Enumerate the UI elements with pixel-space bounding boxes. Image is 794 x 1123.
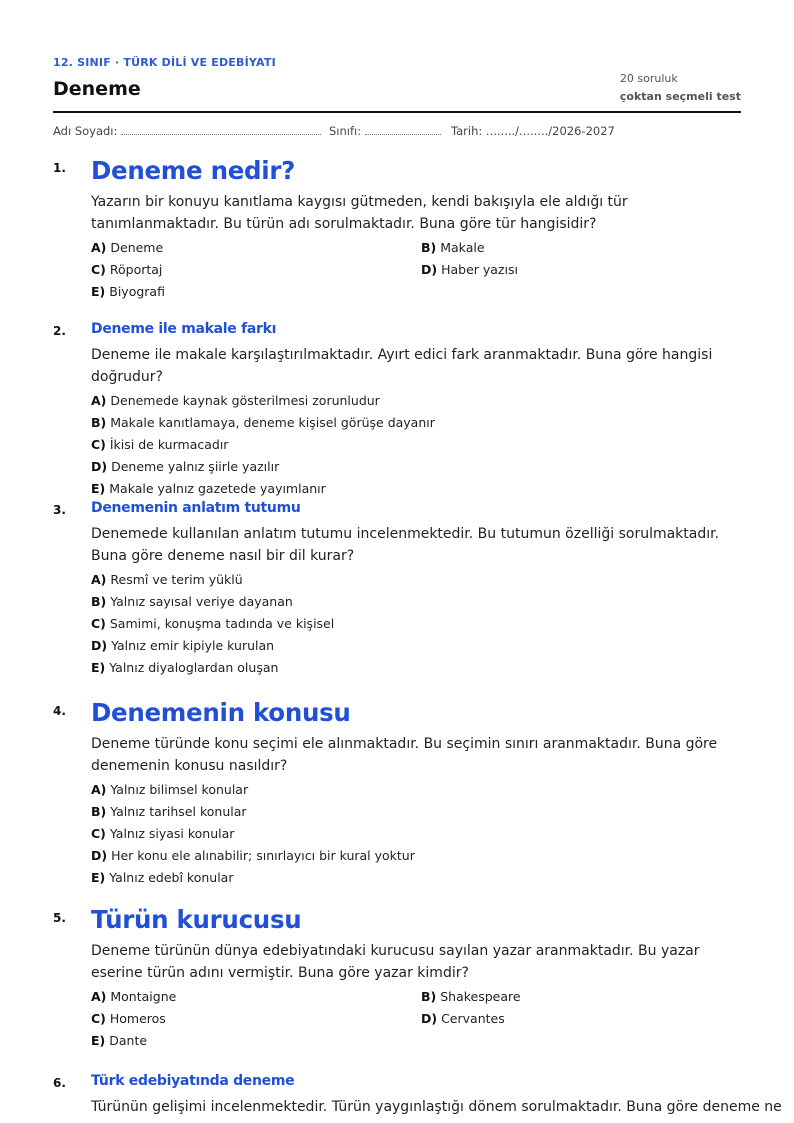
options-grid [91, 237, 741, 303]
option-e[interactable]: E) Yalnız diyaloglardan oluşan [91, 659, 279, 675]
date-label: Tarih: [451, 124, 483, 138]
question-stem: Deneme ile makale karşılaştırılmaktadır. Ayırt edici fark aranmaktadır. Buna göre hangisi doğrudur? [91, 346, 713, 385]
question-heading: Denemenin konusu [91, 698, 351, 727]
class-blank [365, 125, 441, 135]
option-b[interactable]: B) Yalnız sayısal veriye dayanan [91, 593, 293, 609]
question-stem: Deneme türünde konu seçimi ele alınmaktadır. Bu seçimin sınırı aranmaktadır. Buna göre denemenin konusu nasıldır? [91, 736, 718, 775]
question-heading: Türk edebiyatında deneme [91, 1073, 295, 1089]
option-b[interactable]: B) Makale [421, 240, 485, 256]
date-field[interactable] [451, 124, 615, 138]
question-2 [53, 321, 741, 500]
option-e[interactable]: E) Dante [91, 1033, 148, 1049]
option-e[interactable]: E) Biyografi [91, 284, 165, 300]
option-a[interactable]: A) Denemede kaynak gösterilmesi zorunludur [91, 392, 380, 408]
question-number: 5. [53, 911, 66, 925]
option-d[interactable]: D) Cervantes [421, 1011, 505, 1027]
option-d[interactable]: D) Yalnız emir kipiyle kurulan [91, 637, 275, 653]
header-divider [53, 111, 741, 113]
option-c[interactable]: C) Samimi, konuşma tadında ve kişisel [91, 615, 335, 631]
option-d[interactable]: D) Her konu ele alınabilir; sınırlayıcı bir kural yoktur [91, 848, 415, 864]
option-b[interactable]: B) Makale kanıtlamaya, deneme kişisel görüşe dayanır [91, 414, 435, 430]
test-meta [620, 72, 741, 103]
class-field[interactable] [329, 124, 441, 138]
subject-label: 12. SINIF · TÜRK DİLİ VE EDEBİYATI [53, 56, 276, 69]
question-number: 3. [53, 503, 66, 517]
question-stem: Yazarın bir konuyu kanıtlama kaygısı gütmeden, kendi bakışıyla ele aldığı tür tanımlanmaktadır. Bu türün adı sorulmaktadır. Buna göre tür hangisidir? [91, 194, 628, 233]
options-grid [91, 986, 741, 1052]
question-number: 6. [53, 1076, 66, 1090]
test-kind: çoktan seçmeli test [619, 90, 741, 103]
option-a[interactable]: A) Resmî ve terim yüklü [91, 571, 243, 587]
option-d[interactable]: D) Haber yazısı [421, 262, 518, 278]
option-c[interactable]: C) Yalnız siyasi konular [91, 826, 235, 842]
student-info-row [53, 124, 741, 138]
name-field[interactable] [53, 124, 321, 138]
option-c[interactable]: C) Röportaj [91, 262, 163, 278]
question-heading: Türün kurucusu [91, 905, 302, 934]
question-3 [53, 500, 741, 679]
question-count: 20 soruluk [619, 72, 678, 85]
question-6 [53, 1073, 782, 1118]
question-heading: Denemenin anlatım tutumu [91, 500, 301, 516]
option-c[interactable]: C) Homeros [91, 1011, 166, 1027]
question-1 [53, 156, 741, 303]
option-a[interactable]: A) Deneme [91, 240, 164, 256]
option-e[interactable]: E) Yalnız edebî konular [91, 870, 234, 886]
question-stem: Türünün gelişimi incelenmektedir. Türün yaygınlaştığı dönem sorulmaktadır. Buna göre deneme ne [91, 1098, 782, 1115]
question-4 [53, 698, 741, 889]
option-a[interactable]: A) Yalnız bilimsel konular [91, 782, 249, 798]
question-number: 2. [53, 324, 66, 338]
class-label: Sınıfı: [329, 124, 362, 138]
option-a[interactable]: A) Montaigne [91, 989, 177, 1005]
option-b[interactable]: B) Shakespeare [421, 989, 521, 1005]
option-b[interactable]: B) Yalnız tarihsel konular [91, 804, 247, 820]
question-number: 4. [53, 704, 66, 718]
question-stem: Denemede kullanılan anlatım tutumu incelenmektedir. Bu tutumun özelliği sorulmaktadır. Buna göre deneme nasıl bir dil kurar? [91, 525, 720, 564]
options-list [91, 569, 741, 679]
question-heading: Deneme nedir? [91, 156, 296, 185]
options-list [91, 390, 741, 500]
page-title: Deneme [53, 78, 141, 100]
question-5 [53, 905, 741, 1052]
question-number: 1. [53, 161, 66, 175]
name-blank [121, 125, 321, 135]
date-value: ......../......../2026-2027 [485, 124, 615, 138]
options-list [91, 779, 741, 889]
question-stem: Deneme türünün dünya edebiyatındaki kurucusu sayılan yazar aranmaktadır. Bu yazar eserine türün adını vermiştir. Buna göre yazar kimdir? [91, 943, 700, 982]
name-label: Adı Soyadı: [53, 124, 118, 138]
option-c[interactable]: C) İkisi de kurmacadır [91, 436, 229, 452]
question-heading: Deneme ile makale farkı [91, 321, 277, 337]
option-e[interactable]: E) Makale yalnız gazetede yayımlanır [91, 480, 326, 496]
option-d[interactable]: D) Deneme yalnız şiirle yazılır [91, 458, 280, 474]
